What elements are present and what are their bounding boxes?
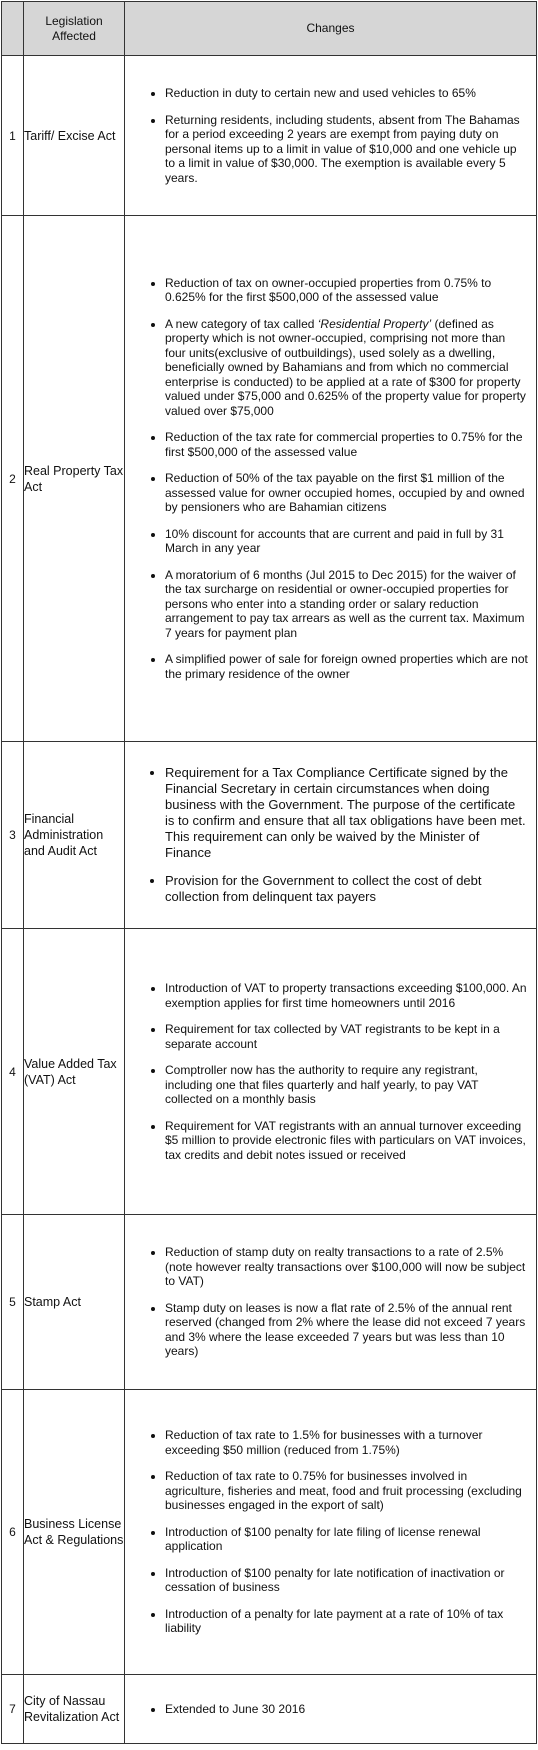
act-name: Stamp Act [24, 1215, 125, 1390]
changes-list [125, 981, 536, 1162]
residential-property-term: ‘Residential Property’ [317, 316, 432, 331]
header-changes: Changes [125, 2, 537, 56]
row-number: 1 [2, 56, 24, 216]
changes-cell [125, 1390, 537, 1675]
table-header [2, 2, 537, 56]
changes-list [125, 1245, 536, 1359]
row-number: 7 [2, 1675, 24, 1744]
changes-cell [125, 56, 537, 216]
table-row [2, 929, 537, 1215]
change-item: • A simplified power of sale for foreign owned properties which are not the primary residence of the owner [165, 652, 528, 681]
table-row [2, 216, 537, 742]
change-item: • Reduction of tax rate to 1.5% for businesses with a turnover exceeding $50 million (reduced from 1.75%) [165, 1428, 528, 1457]
row-number: 3 [2, 742, 24, 929]
row-number: 5 [2, 1215, 24, 1390]
changes-list [125, 86, 536, 185]
table-row [2, 742, 537, 929]
legislation-changes-table [1, 1, 537, 1744]
change-item: • Reduction of tax on owner-occupied properties from 0.75% to 0.625% for the first $500,000 of the assessed value [165, 276, 528, 305]
changes-list [125, 765, 536, 905]
table-row [2, 1215, 537, 1390]
change-item: • Introduction of VAT to property transactions exceeding $100,000. An exemption applies for first time homeowners until 2016 [165, 981, 528, 1010]
change-text: A new category of tax called [165, 316, 318, 331]
changes-cell [125, 216, 537, 742]
change-item: • Stamp duty on leases is now a flat rate of 2.5% of the annual rent reserved (changed from 2% where the lease did not exceed 7 years and 3% where the lease exceeded 7 years but was less than 10 years) [165, 1301, 528, 1359]
change-item: • Comptroller now has the authority to require any registrant, including one that files quarterly and half yearly, to pay VAT collected on a monthly basis [165, 1063, 528, 1107]
table-row [2, 56, 537, 216]
change-item: • Introduction of a penalty for late payment at a rate of 10% of tax liability [165, 1607, 528, 1636]
header-number-cell [2, 2, 24, 56]
act-name: Business License Act & Regulations [24, 1390, 125, 1675]
change-item: • Reduction of 50% of the tax payable on the first $1 million of the assessed value for owner occupied homes, occupied by and owned by pensioners who are Bahamian citizens [165, 471, 528, 515]
table-row [2, 1675, 537, 1744]
act-name: Financial Administration and Audit Act [24, 742, 125, 929]
change-item: • Reduction of the tax rate for commercial properties to 0.75% for the first $500,000 of the assessed value [165, 430, 528, 459]
change-item: • Requirement for a Tax Compliance Certificate signed by the Financial Secretary in certain circumstances when doing business with the Government. The purpose of the certificate is to confirm and ensure that all tax obligations have been met. This requirement can only be waived by the Minister of Finance [165, 765, 528, 861]
row-number: 4 [2, 929, 24, 1215]
change-item: • Requirement for tax collected by VAT registrants to be kept in a separate account [165, 1022, 528, 1051]
change-item: • Provision for the Government to collect the cost of debt collection from delinquent tax payers [165, 873, 528, 905]
change-item: • Extended to June 30 2016 [165, 1702, 528, 1717]
change-item: • Introduction of $100 penalty for late notification of inactivation or cessation of business [165, 1566, 528, 1595]
change-item: • Reduction in duty to certain new and used vehicles to 65% [165, 86, 528, 101]
changes-list [125, 1702, 536, 1717]
change-item: • A moratorium of 6 months (Jul 2015 to Dec 2015) for the waiver of the tax surcharge on residential or owner-occupied properties for persons who enter into a standing order or salary reduction arrangement to pay tax arrears as well as the current tax. Maximum 7 years for payment plan [165, 568, 528, 641]
change-item: • Requirement for VAT registrants with an annual turnover exceeding $5 million to provide electronic files with particulars on VAT invoices, tax credits and debit notes issued or received [165, 1119, 528, 1163]
changes-cell [125, 1675, 537, 1744]
table-row [2, 1390, 537, 1675]
act-name: Value Added Tax (VAT) Act [24, 929, 125, 1215]
change-item: • Returning residents, including students, absent from The Bahamas for a period exceeding 2 years are exempt from paying duty on personal items up to a limit in value of $10,000 and one vehicle up to a limit in value of $30,000. The exemption is available every 5 years. [165, 113, 528, 186]
changes-cell [125, 1215, 537, 1390]
row-number: 6 [2, 1390, 24, 1675]
changes-list [125, 1428, 536, 1636]
row-number: 2 [2, 216, 24, 742]
change-item: • 10% discount for accounts that are current and paid in full by 31 March in any year [165, 527, 528, 556]
change-text: (defined as property which is not owner-occupied, comprising not more than four units(exclusive of outbuildings), used solely as a dwelling, beneficially owned by Bahamians and from which no commercial enterprise is conducted) to be applied at a rate of $300 for property valued under $75,000 and 0.625% of the property value for property valued over $75,000 [165, 316, 526, 418]
changes-cell [125, 742, 537, 929]
act-name: Real Property Tax Act [24, 216, 125, 742]
changes-cell [125, 929, 537, 1215]
header-legislation: Legislation Affected [24, 2, 125, 56]
change-item: • Introduction of $100 penalty for late filing of license renewal application [165, 1525, 528, 1554]
act-name: City of Nassau Revitalization Act [24, 1675, 125, 1744]
changes-list [125, 276, 536, 682]
change-item [165, 317, 528, 419]
act-name: Tariff/ Excise Act [24, 56, 125, 216]
change-item: • Reduction of stamp duty on realty transactions to a rate of 2.5% (note however realty transactions over $100,000 will now be subject to VAT) [165, 1245, 528, 1289]
change-item: • Reduction of tax rate to 0.75% for businesses involved in agriculture, fisheries and meat, food and fruit processing (excluding businesses engaged in the export of salt) [165, 1469, 528, 1513]
